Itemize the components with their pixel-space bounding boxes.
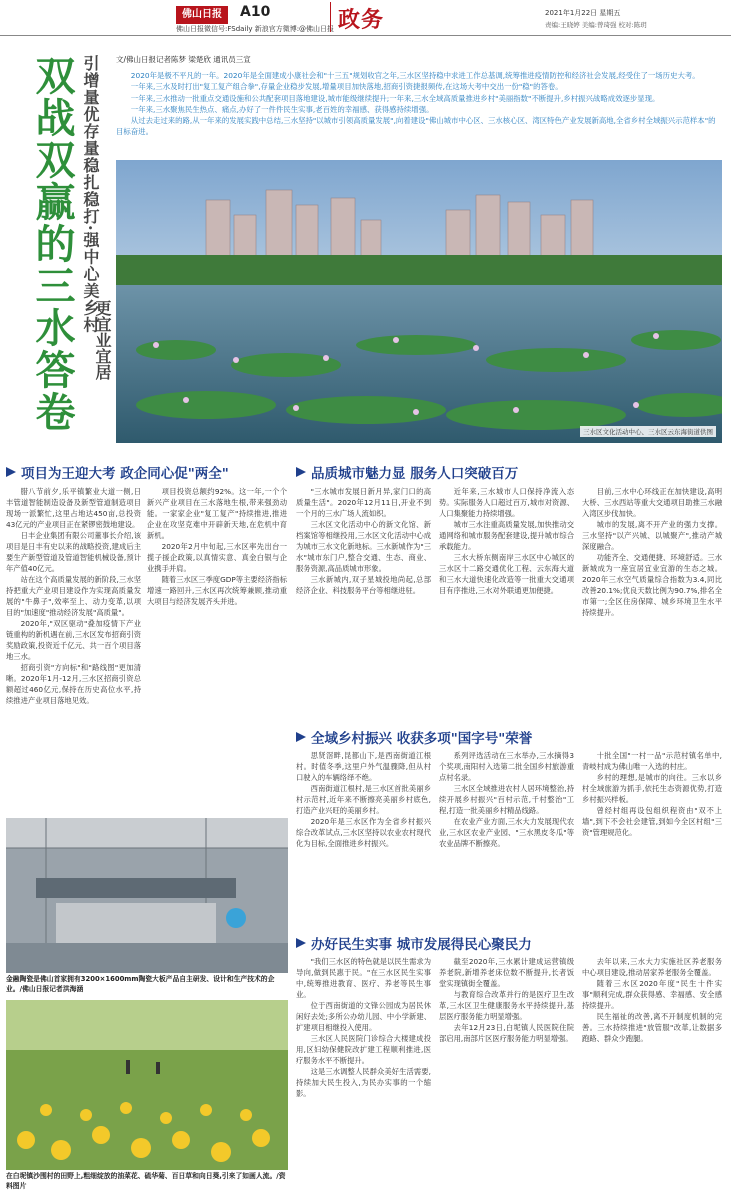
section-2-heading bbox=[296, 463, 518, 481]
s3-p4: 系列评选活动在三水举办,三水摘得3个奖项,南阳村入选第二批全国乡村旅游重点村名录。 bbox=[439, 751, 574, 782]
s3-p9: 曾经村组再设包组织程资由"双不上墙",到下不会社会建管,到如今全区村组"三资"管理规范化。 bbox=[582, 806, 722, 837]
section-3-heading bbox=[296, 728, 532, 746]
section-4-title: 办好民生实事 城市发展得民心聚民力 bbox=[311, 937, 532, 953]
flower-field-photo bbox=[6, 1000, 288, 1170]
flowers-caption: 在白坭镇沙围村的田野上,粗细绽放的油菜花、硫华菊、百日草和向日葵,引来了如画人流。/资料图片 bbox=[6, 1172, 286, 1190]
s4-p3: 三水区人民医院门诊综合大楼建成投用,区妇幼保健院改扩建工程顺利推进,医疗服务水平不断提升。 bbox=[296, 1034, 431, 1065]
s2-p8: 城市的发展,离不开产业的强力支撑。三水坚持"以产兴城、以城聚产",推动产城深度融合。 bbox=[582, 520, 722, 551]
triangle-marker-icon bbox=[296, 467, 306, 477]
s3-p6: 在农业产业方面,三水大力发展现代农业,三水区农业产业园、"三水黑皮冬瓜"等农业品牌不断擦亮。 bbox=[439, 817, 574, 848]
intro-line-2: 一年来,三水及时打出"复工复产组合拳",存量企业稳步发展,增量项目加快落地,招商引资捷报频传,在这场大考中交出一份"稳"的答卷。 bbox=[130, 82, 563, 92]
s2-p6: 三水大桥东侧南岸三水区中心城区的三水区十二路交通优化工程、云东海大道和三水大道快速化改造等一批重大交通项目有序推进,三水对外联通更加便捷。 bbox=[439, 553, 574, 595]
headline-sub-2: 更宜业宜居 bbox=[93, 300, 112, 380]
intro-line-5: 从过去走过来的路,从一年来的发展实践中总结,三水坚持"以城市引领高质量发展",向着建设"佛山城市中心区、三水核心区、湾区特色产业发展新高地,全省乡村全域振兴示范样本"的目标奋进。 bbox=[116, 116, 716, 137]
s3-p1: 思贤滘畔,昆都山下,是西南街道江根村。时值冬季,这里户外气温骤降,但从村口驶入的车辆络绎不绝。 bbox=[296, 751, 431, 782]
s4-p8: 去年以来,三水大力实施社区养老服务中心项目建设,推动居家养老服务全覆盖。 bbox=[582, 957, 722, 977]
s3-p3: 2020年是三水区作为全省乡村振兴综合改革试点,三水区坚持以农业农村现代化为目标,全面推进乡村振兴。 bbox=[296, 817, 431, 848]
s2-p1: "三水城市发展日新月异,家门口的高质量生活"。2020年12月11日,开业不到一个月的三水广场人流如织。 bbox=[296, 487, 431, 518]
section-2-title: 品质城市魅力显 服务人口突破百万 bbox=[311, 466, 519, 482]
s3-p2: 西南街道江根村,是三水区首批美丽乡村示范村,近年来不断擦亮美丽乡村底色,打造产业兴旺的美丽乡村。 bbox=[296, 784, 431, 815]
section-3-title: 全域乡村振兴 收获多项"国字号"荣誉 bbox=[311, 731, 533, 747]
issue-date: 2021年1月22日 星期五 bbox=[545, 9, 621, 17]
flower-field-image bbox=[6, 1000, 288, 1170]
section-1-col-1 bbox=[6, 486, 141, 808]
hero-caption: 三水区文化活动中心、三水区云东海街道供图 bbox=[580, 426, 716, 437]
s4-p5: 截至2020年,三水累计建成运营镇级养老院,新增养老床位数不断提升,长者饭堂实现镇街全覆盖。 bbox=[439, 957, 574, 988]
page-number: A10 bbox=[240, 4, 271, 20]
lotus-pond-city-image bbox=[116, 160, 722, 443]
section-1-col-2 bbox=[147, 486, 287, 808]
section-3-col-3 bbox=[582, 750, 722, 928]
triangle-marker-icon bbox=[296, 732, 306, 742]
factory-image bbox=[6, 818, 288, 973]
section-2-col-1 bbox=[296, 486, 431, 718]
newspaper-logo: 佛山日报 bbox=[176, 6, 228, 24]
s1-p2: 日丰企业集团有限公司董事长介绍,该项目是日丰有史以来的战略投资,建成后主要生产新型管道及管道智能机械设备,预计年产值40亿元。 bbox=[6, 531, 141, 573]
section-2-col-3 bbox=[582, 486, 722, 718]
s1-p1: 腊八节前夕,乐平镇繁业大道一侧,日丰管道智能制造设备及新型管道制造项目现场一派繁忙,这里占地达450亩,总投资43亿元的产业项目正在紧锣密鼓地建设。 bbox=[6, 487, 141, 529]
intro-line-4: 一年来,三水聚焦民生热点、痛点,办好了一件件民生实事,老百姓的幸福感、获得感持续增强。 bbox=[130, 104, 434, 114]
s4-p9: 随着三水区2020年度"民生十件实事"顺利完成,群众获得感、幸福感、安全感持续提升。 bbox=[582, 979, 722, 1010]
s1-p3: 站在这个高质量发展的新阶段,三水坚持把重大产业项目建设作为实现高质量发展的"牛鼻子",效率至上、动力变革,以项目的"加速度"推动经济发展"高质量"。 bbox=[6, 575, 141, 617]
s4-p4: 这是三水调整人民群众美好生活需要,持续加大民生投入,为民办实事的一个缩影。 bbox=[296, 1067, 431, 1098]
s2-p5: 城市三水注重高质量发展,加快推动交通网络和城市服务配套建设,提升城市综合承载能力。 bbox=[439, 520, 574, 551]
intro-line-1: 2020年是极不平凡的一年。2020年是全面建成小康社会和"十三五"规划收官之年,三水区坚持稳中求进工作总基调,统筹推进疫情防控和经济社会发展,经受住了一场历史大考。 bbox=[130, 71, 700, 80]
s1-p4: 2020年,"双区驱动"叠加疫情下产业链重构的新机遇在前,三水区发布招商引资奖励政策,投资近千亿元、共一百个项目落地三水。 bbox=[6, 619, 141, 661]
editors-line: 责编:王晓婷 美编:曾琦强 校对:陈玥 bbox=[545, 21, 647, 29]
s4-p7: 去年12月23日,白坭镇人民医院住院部启用,南部片区医疗服务能力明显增强。 bbox=[439, 1023, 574, 1043]
s1-p8: 随着三水区三季度GDP等主要经济指标增速一路回升,三水区再次统筹兼顾,推动重大项目与经济发展齐头并进。 bbox=[147, 575, 287, 606]
masthead bbox=[0, 0, 731, 36]
masthead-social: 佛山日报微信号:FSdaily 新浪官方微博:@佛山日报 bbox=[176, 25, 335, 33]
section-1-title: 项目为王迎大考 政企同心促"两全" bbox=[21, 466, 229, 482]
section-4-col-3 bbox=[582, 956, 722, 1194]
s3-p5: 三水区全域推进农村人居环境整治,持续开展乡村振兴"百村示范,千村整治"工程,打造一批美丽乡村精品线路。 bbox=[439, 784, 574, 815]
section-4-col-1 bbox=[296, 956, 431, 1194]
section-title: 政务 bbox=[338, 7, 385, 33]
s3-p8: 乡村的理想,是城市的向往。三水以乡村全域旅游为抓手,依托生态资源优势,打造乡村振兴样板。 bbox=[582, 773, 722, 804]
s4-p1: "我们三水区的特色就是以民生需求为导向,做到民惠于民。"在三水区民生实事中,统筹推进教育、医疗、养老等民生事业。 bbox=[296, 957, 431, 999]
s2-p2: 三水区文化活动中心的新文化馆、新档案馆等相继投用,三水区文化活动中心成为城市三水文化新地标。三水新城作为"三水"城市东门户,整合交通、生态、商业、服务资源,高品质城市形象。 bbox=[296, 520, 431, 573]
headline-main: 双战双赢的三水答卷 bbox=[29, 55, 76, 433]
s3-p7: 十批全国"一村一品"示范村镇名单中,青岐村成为佛山唯一入选的村庄。 bbox=[582, 751, 722, 771]
section-4-heading bbox=[296, 934, 532, 952]
factory-caption: 金融陶瓷是佛山首家拥有3200×1600mm陶瓷大板产品自主研发、设计和生产技术的企业。/佛山日报记者洪海涵 bbox=[6, 975, 275, 993]
s2-p7: 目前,三水中心环线正在加快建设,高明大桥、三水西站等重大交通项目助推三水融入湾区步伐加快。 bbox=[582, 487, 722, 518]
s4-p2: 位于西南街道的文锋公园成为居民休闲好去处;多所公办幼儿园、中小学新建、扩建项目相继投入使用。 bbox=[296, 1001, 431, 1032]
headline-sub-1 bbox=[80, 55, 100, 334]
triangle-marker-icon bbox=[6, 467, 16, 477]
s1-p6: 项目投资总额约92%。这一年,一个个新兴产业项目在三水落地生根,带来强劲动能。一家家企业"复工复产"持续推进,推进企业在攻坚克难中开辟新天地,在危机中育新机。 bbox=[147, 487, 287, 540]
factory-photo bbox=[6, 818, 288, 973]
s1-p5: 招商引资"方向标"和"路线图"更加清晰。2020年1月-12月,三水区招商引资总额超过460亿元,保持在历史高位水平,持续推进产业项目落地见效。 bbox=[6, 663, 141, 705]
s2-p9: 功能齐全、交通便捷、环境舒适。三水新城成为一座宜居宜业宜游的生态之城。2020年三水空气质量综合指数为3.4,同比改善20.1%;优良天数比例为90.7%,排名全市第一;全区住房保障、城乡环境卫生水平持续提升。 bbox=[582, 553, 722, 617]
s2-p3: 三水新城内,双子星城投地尚起,总部经济企业、科技服务平台等相继进驻。 bbox=[296, 575, 431, 595]
section-4-col-2 bbox=[439, 956, 574, 1194]
hero-photo bbox=[116, 160, 722, 443]
byline: 文/佛山日报记者陈梦 梁楚欣 通讯员三宣 bbox=[116, 55, 251, 64]
s4-p10: 民生福祉的改善,离不开制度机制的完善。三水持续推进"放管服"改革,让数据多跑路、群众少跑腿。 bbox=[582, 1012, 722, 1043]
section-1-heading bbox=[6, 463, 229, 481]
vertical-headline bbox=[10, 55, 110, 450]
s1-p7: 2020年2月中旬起,三水区率先出台一揽子援企政策,以真情实意、真金白银与企业携手并肩。 bbox=[147, 542, 287, 573]
s2-p4: 近年来,三水城市人口保持净流入态势。实际服务人口超过百万,城市对资源、人口集聚能力持续增强。 bbox=[439, 487, 574, 518]
s4-p6: 与教育综合改革并行的是医疗卫生改革,三水区卫生健康服务水平持续提升,基层医疗服务能力明显增强。 bbox=[439, 990, 574, 1021]
section-3-col-2 bbox=[439, 750, 574, 928]
section-3-col-1 bbox=[296, 750, 431, 928]
section-2-col-2 bbox=[439, 486, 574, 718]
intro-line-3: 一年来,三水推动一批重点交通设施和公共配套项目落地建设,城市能级继续提升;一年来,三水全域高质量推进乡村"美丽指数"不断提升,乡村振兴战略成效逐步显现。 bbox=[130, 93, 660, 103]
headline-sub-1-text: 引增量优存量稳扎稳打·强中心美乡村 bbox=[81, 55, 100, 334]
triangle-marker-icon bbox=[296, 938, 306, 948]
intro-paragraph bbox=[116, 70, 720, 138]
